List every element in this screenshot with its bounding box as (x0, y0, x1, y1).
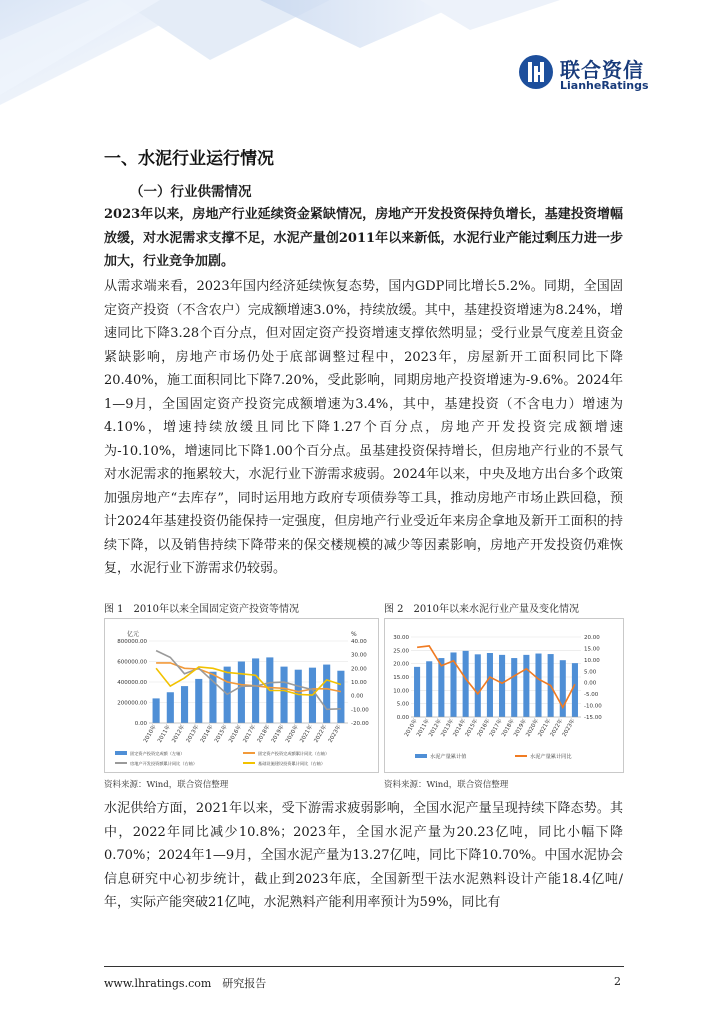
y2-tick-label: 10.00 (584, 657, 600, 664)
x-tick-label: 2023年 (327, 724, 343, 744)
y-tick-label: 400000.00 (117, 680, 147, 686)
bar (167, 692, 174, 723)
bar (426, 661, 432, 717)
legend-swatch (115, 751, 127, 755)
y2-tick-label: 0.00 (351, 693, 364, 700)
x-tick-label: 2015年 (213, 724, 229, 744)
x-tick-label: 2018年 (256, 723, 272, 744)
x-tick-label: 2019年 (513, 718, 529, 738)
y2-tick-label: 40.00 (351, 639, 367, 645)
figure-1-frame (104, 618, 379, 773)
bar (523, 655, 529, 717)
bar (238, 662, 245, 724)
footer-divider (104, 966, 624, 967)
y-tick-label: 15.00 (393, 675, 409, 681)
lianhe-logo-icon (518, 54, 554, 90)
bar (535, 654, 541, 717)
legend-label: 水泥产量累计同比 (530, 754, 572, 760)
investment-chart (105, 619, 378, 772)
y2-tick-label: 5.00 (584, 669, 597, 676)
figure-2-source: 资料来源：Wind，联合资信整理 (384, 780, 509, 790)
x-tick-label: 2021年 (537, 717, 553, 738)
y2-tick-label: -10.00 (351, 707, 369, 714)
figure-1 (104, 600, 379, 792)
x-tick-label: 2010年 (142, 723, 158, 744)
y2-axis-label: % (351, 631, 357, 638)
legend-label: 固定资产投资完成额（左轴） (130, 751, 185, 756)
figure-1-source: 资料来源：Wind，联合资信整理 (104, 780, 229, 790)
cement-output-chart (385, 619, 623, 772)
demand-paragraph: 从需求端来看，2023年国内经济延续恢复态势，国内GDP同比增长5.2%。同期，全国固定资产投资（不含农户）完成额增速3.0%，持续放缓。其中，基建投资增速为8.24%，增速同比下降3.28个百分点，但对固定资产投资增速支撑依然明显；受行业景气度差且资金紧缺影响，房地产市场仍处于底部调整过程中，2023年，房屋新开工面积同比下降20.40%，施工面积同比下降7.20%，受此影响，同期房地产投资增速为-9.6%。2024年1—9月，全国固定资产投资完成额增速为3.4%，其中，基建投资（不含电力）增速为4.10%，增速持续放缓且同比下降1.27个百分点，房地产开发投资完成额增速为-10.10%，增速同比下降1.00个百分点。虽基建投资保持增长，但房地产行业的不景气对水泥需求的拖累较大，水泥行业下游需求疲弱。2024年以来，中央及地方出台多个政策加强房地产“去库存”，同时运用地方政府专项债券等工具，推动房地产市场止跌回稳，预计2024年基建投资仍能保持一定强度，但房地产行业受近年来房企拿地及新开工面积的持续下降，以及销售持续下降带来的保交楼规模的减少等因素影响，房地产开发投资仍难恢复，水泥行业下游需求仍较弱。 (104, 279, 623, 576)
x-tick-label: 2017年 (488, 718, 504, 738)
y-tick-label: 10.00 (393, 688, 409, 695)
figure-2 (384, 600, 624, 792)
bar (195, 679, 202, 723)
bar (337, 671, 344, 723)
bar (487, 653, 493, 717)
x-tick-label: 2020年 (525, 718, 541, 738)
y2-tick-label: 20.00 (584, 635, 600, 641)
x-tick-label: 2018年 (500, 717, 516, 738)
y-tick-label: 30.00 (393, 635, 409, 641)
legend-label: 水泥产量累计值 (430, 754, 467, 760)
page-number: 2 (614, 975, 621, 988)
x-tick-label: 2015年 (464, 718, 480, 738)
bar (252, 658, 259, 723)
figures-row (104, 600, 624, 792)
y2-tick-label: 20.00 (351, 666, 367, 673)
bar (181, 686, 188, 723)
x-tick-label: 2011年 (157, 723, 173, 744)
y-tick-label: 5.00 (396, 701, 409, 708)
y-tick-label: 25.00 (393, 648, 409, 655)
x-tick-label: 2014年 (199, 724, 215, 744)
x-tick-label: 2013年 (440, 718, 456, 738)
x-tick-label: 2016年 (228, 724, 244, 744)
y2-tick-label: 15.00 (584, 646, 600, 653)
x-tick-label: 2021年 (299, 724, 315, 744)
brand-name-cn: 联合资信 (560, 58, 644, 82)
footer-site: www.lhratings.com 研究报告 (104, 977, 267, 990)
figure-2-caption: 图 2 2010年以来水泥行业产量及变化情况 (384, 604, 579, 615)
supply-paragraph: 水泥供给方面，2021年以来，受下游需求疲弱影响，全国水泥产量呈现持续下降态势。其中，2022年同比减少10.8%；2023年，全国水泥产量为20.23亿吨，同比小幅下降0.70%；2024年1—9月，全国水泥产量为13.27亿吨，同比下降10.70%。中国水泥协会信息研究中心初步统计，截止到2023年底，全国新型干法水泥熟料设计产能18.4亿吨/年，实际产能突破21亿吨，水泥熟料产能利用率预计为59%，同比有 (104, 801, 623, 910)
x-tick-label: 2012年 (171, 723, 187, 744)
x-tick-label: 2016年 (476, 717, 492, 738)
x-tick-label: 2017年 (242, 723, 258, 744)
x-tick-label: 2014年 (452, 717, 468, 738)
x-tick-label: 2013年 (185, 724, 201, 744)
lead-paragraph: 2023年以来，房地产行业延续资金紧缺情况，房地产开发投资保持负增长，基建投资增幅放缓，对水泥需求支撑不足，水泥产量创2011年以来新低，水泥行业产能过剩压力进一步加大，行业竞争加剧。 (104, 207, 623, 269)
bar (323, 665, 330, 723)
legend-label: 房地产开发投资额累计同比（右轴） (130, 761, 198, 766)
x-tick-label: 2011年 (415, 717, 431, 738)
bar (572, 663, 578, 717)
bar (463, 651, 469, 717)
y2-tick-label: -20.00 (351, 721, 369, 727)
y-tick-label: 0.00 (396, 715, 409, 721)
figure-1-caption: 图 1 2010年以来全国固定资产投资等情况 (104, 604, 299, 615)
brand-name-en: LianheRatings (560, 79, 649, 92)
y-tick-label: 20.00 (393, 661, 409, 668)
bar (499, 655, 505, 717)
section-subtitle: （一）行业供需情况 (130, 184, 252, 200)
bar (280, 667, 287, 723)
section-title: 一、水泥行业运行情况 (104, 149, 274, 169)
y2-tick-label: -15.00 (584, 715, 602, 721)
y2-tick-label: -5.00 (584, 692, 599, 699)
bar (438, 658, 444, 717)
bar (475, 654, 481, 717)
bar (511, 658, 517, 717)
x-tick-label: 2022年 (549, 718, 565, 738)
y-axis-label: 亿元 (127, 631, 140, 638)
bar (414, 667, 420, 717)
y2-tick-label: 10.00 (351, 680, 367, 686)
x-tick-label: 2019年 (270, 723, 286, 744)
x-tick-label: 2010年 (403, 718, 419, 738)
x-tick-label: 2012年 (428, 718, 444, 738)
y-tick-label: 0.00 (134, 721, 147, 727)
legend-swatch (415, 754, 427, 758)
x-tick-label: 2022年 (313, 724, 329, 744)
legend-label: 固定资产投资完成额累计同比（右轴） (258, 751, 330, 756)
brand-logo (518, 54, 678, 94)
y2-tick-label: 0.00 (584, 680, 597, 687)
bar (295, 670, 302, 723)
bar (153, 698, 160, 723)
y-tick-label: 600000.00 (117, 659, 147, 666)
x-tick-label: 2020年 (285, 724, 301, 744)
y2-tick-label: -10.00 (584, 703, 602, 710)
legend-label: 基础设施建设投资累计同比（右轴） (258, 761, 326, 766)
figure-2-frame (384, 618, 624, 773)
y-tick-label: 800000.00 (117, 639, 147, 645)
y-tick-label: 200000.00 (117, 700, 147, 707)
x-tick-label: 2023年 (561, 717, 577, 738)
y2-tick-label: 30.00 (351, 652, 367, 659)
